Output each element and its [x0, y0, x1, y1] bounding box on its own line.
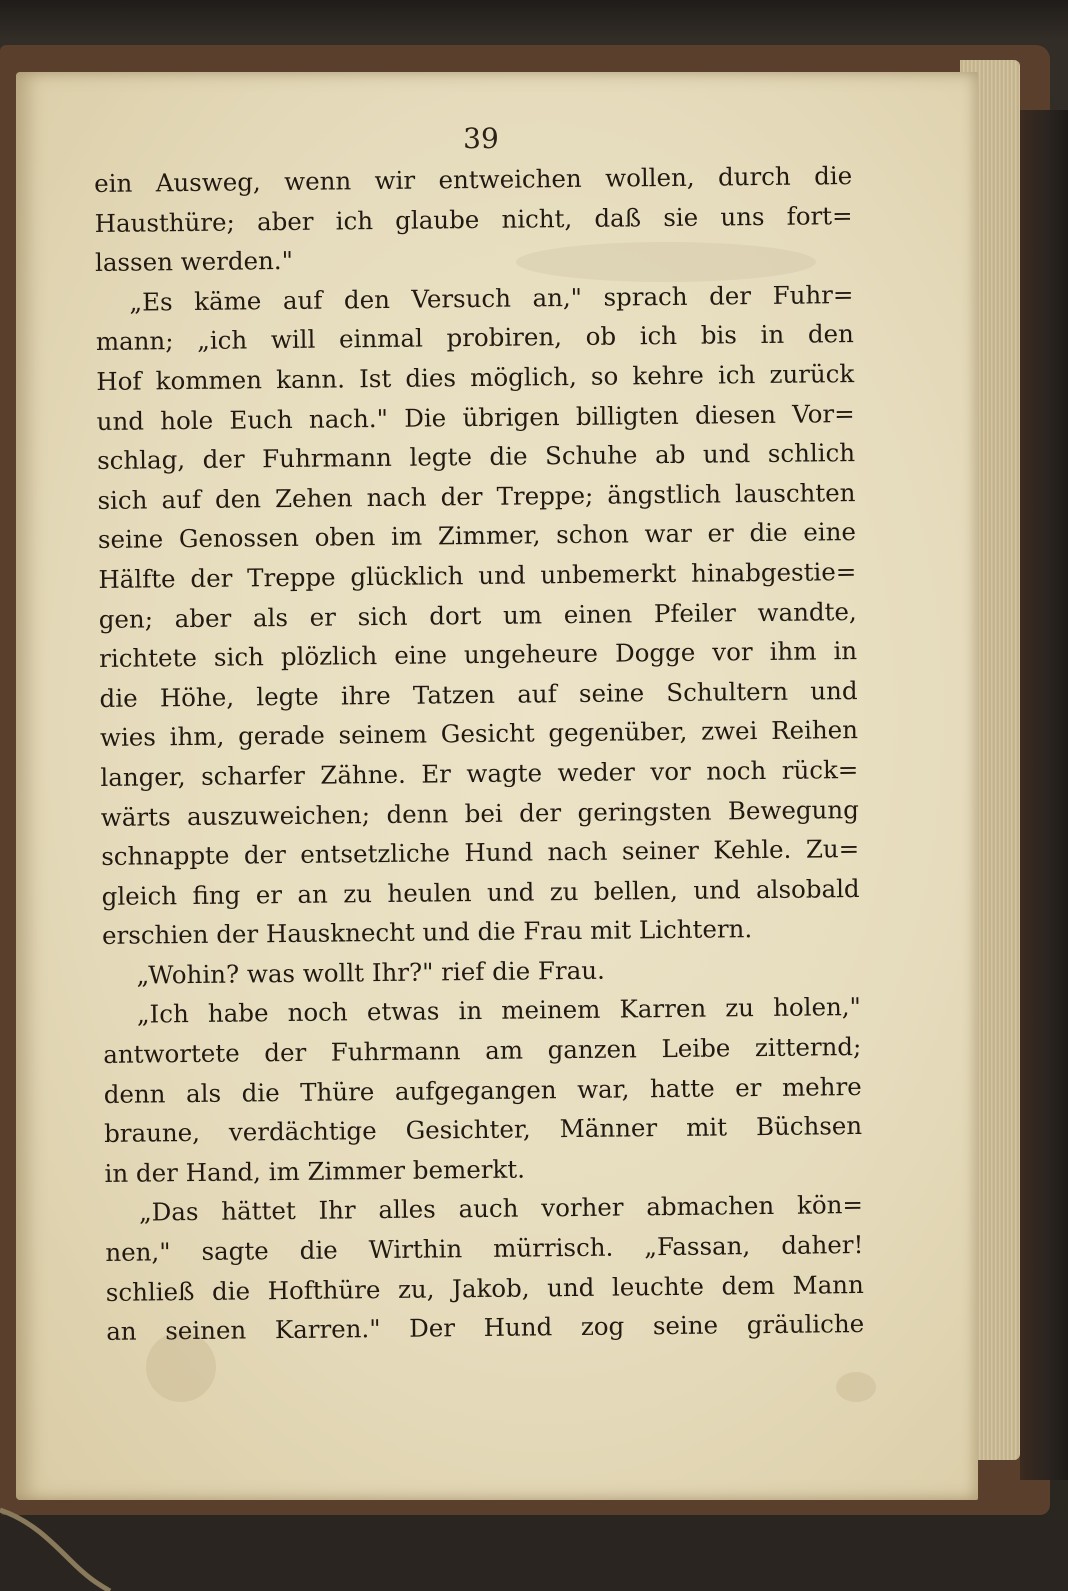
- text-line: denn als die Thüre aufgegangen war, hatte er mehre: [103, 1071, 862, 1109]
- paper-stain: [836, 1372, 876, 1402]
- text-line: an seinen Karren." Der Hund zog seine gräuliche: [106, 1309, 865, 1347]
- text-line: die Höhe, legte ihre Tatzen auf seine Schultern und: [99, 675, 858, 713]
- text-line: sich auf den Zehen nach der Treppe; ängstlich lauschten: [97, 477, 856, 515]
- text-line: erschien der Hausknecht und die Frau mit Lichtern.: [101, 914, 753, 951]
- text-line: „Es käme auf den Versuch an," sprach der Fuhr=: [129, 279, 854, 317]
- text-line: Hof kommen kann. Ist dies möglich, so kehre ich zurück: [96, 359, 855, 396]
- text-line: braune, verdächtige Gesichter, Männer mit Büchsen: [104, 1111, 863, 1149]
- text-line: schlag, der Fuhrmann legte die Schuhe ab und schlich: [96, 438, 856, 476]
- text-line: gen; aber als er sich dort um einen Pfeiler wandte,: [98, 596, 857, 634]
- text-line: mann; „ich will einmal probiren, ob ich bis in den: [95, 319, 854, 357]
- text-line: wärts auszuweichen; denn bei der geringsten Bewegung: [100, 794, 859, 832]
- book-board-right: [1020, 110, 1068, 1480]
- text-line: lassen werden.": [94, 246, 294, 278]
- text-line: wies ihm, gerade seinem Gesicht gegenüber, zwei Reihen: [99, 715, 859, 753]
- text-line: schnappte der entsetzliche Hund nach seiner Kehle. Zu=: [101, 834, 860, 872]
- text-line: richtete sich plözlich eine ungeheure Dogge vor ihm in: [99, 636, 858, 674]
- text-line: „Wohin? was wollt Ihr?" rief die Frau.: [136, 955, 605, 990]
- text-line: und hole Euch nach." Die übrigen billigten diesen Vor=: [96, 398, 855, 436]
- text-line: „Das hättet Ihr alles auch vorher abmachen kön=: [138, 1190, 864, 1228]
- text-line: gleich fing er an zu heulen und zu bellen, und alsobald: [101, 873, 860, 911]
- text-line: Hausthüre; aber ich glaube nicht, daß sie uns fort=: [94, 200, 853, 238]
- text-line: Hälfte der Treppe glücklich und unbemerkt hinabgestie=: [98, 556, 857, 594]
- text-line: seine Genossen oben im Zimmer, schon war er die eine: [97, 517, 857, 555]
- page-number: 39: [463, 122, 499, 155]
- text-line: in der Hand, im Zimmer bemerkt.: [104, 1154, 526, 1188]
- text-line: schließ die Hofthüre zu, Jakob, und leuchte dem Mann: [105, 1269, 864, 1307]
- text-line: „Ich habe noch etwas in meinem Karren zu holen,": [136, 992, 862, 1030]
- text-line: ein Ausweg, wenn wir entweichen wollen, durch die: [94, 161, 853, 198]
- book-page: [16, 72, 978, 1500]
- page-text: [94, 156, 864, 1352]
- text-line: antwortete der Fuhrmann am ganzen Leibe zitternd;: [103, 1032, 862, 1070]
- text-line: langer, scharfer Zähne. Er wagte weder vor noch rück=: [100, 754, 859, 792]
- text-line: nen," sagte die Wirthin mürrisch. „Fassan, daher!: [105, 1230, 864, 1267]
- bookmark-thread: [0, 1500, 120, 1591]
